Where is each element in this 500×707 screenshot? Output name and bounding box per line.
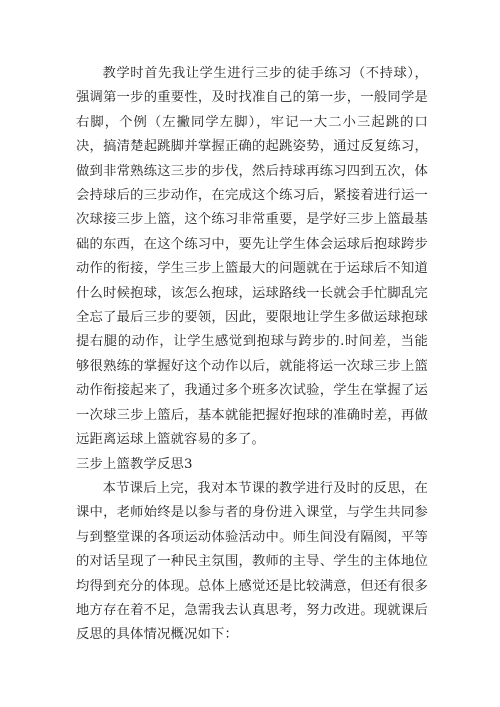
document-body [76, 62, 428, 648]
paragraph-reflection: 本节课后上完，我对本节课的教学进行及时的反思，在课中，老师始终是以参与者的身份进入课堂，与学生共同参与到整堂课的各项运动体验活动中。师生间没有隔阂，平等的对话呈现了一种民主氛围，教师的主导、学生的主体地位均得到充分的体现。总体上感觉还是比较满意，但还有很多地方存在着不足，急需我去认真思考，努力改进。现就课后反思的具体情况概况如下： [76, 480, 428, 643]
paragraph-teaching-steps: 教学时首先我让学生进行三步的徒手练习（不持球），强调第一步的重要性，及时找准自己的第一步，一般同学是右脚，个例（左撇同学左脚），牢记一大二小三起跳的口决，搞清楚起跳脚并掌握正确的起跳姿势，通过反复练习，做到非常熟练这三步的步伐，然后持球再练习四到五次，体会持球后的三步动作，在完成这个练习后，紧接着进行运一次球接三步上篮，这个练习非常重要，是学好三步上篮最基础的东西，在这个练习中，要先让学生体会运球后抱球跨步动作的衔接，学生三步上篮最大的问题就在于运球后不知道什么时候抱球，该怎么抱球，运球路线一长就会手忙脚乱完全忘了最后三步的要领，因此，要限地让学生多做运球抱球提右腿的动作，让学生感觉到抱球与跨步的.时间差，当能够很熟练的掌握好这个动作以后，就能将运一次球三步上篮动作衔接起来了，我通过多个班多次试验，学生在掌握了运一次球三步上篮后，基本就能把握好抱球的准确时差，再做远距离运球上篮就容易的多了。 [76, 66, 428, 448]
section-heading: 三步上篮教学反思3 [76, 456, 193, 472]
